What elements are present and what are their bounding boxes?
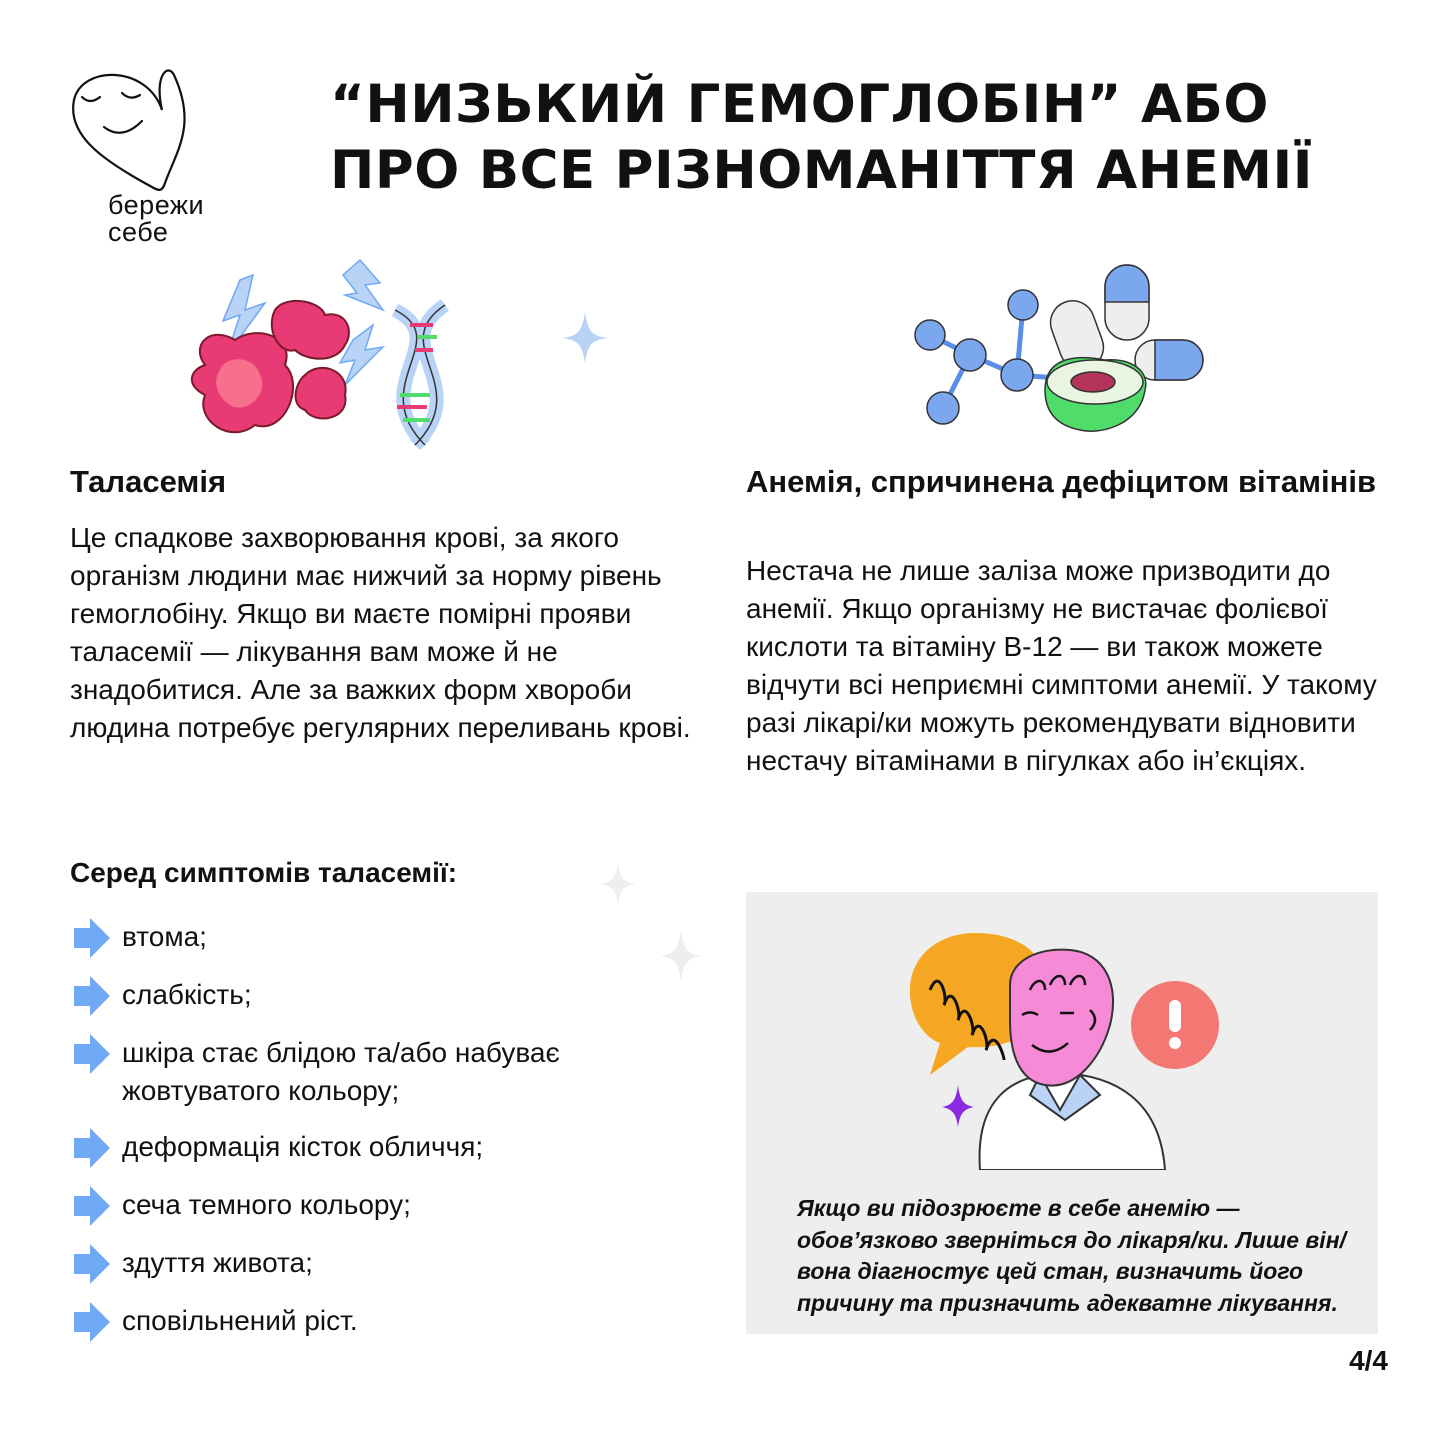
arrow-right-icon: [70, 1300, 112, 1344]
list-item: [70, 1186, 690, 1228]
blood-cell-icon: [192, 301, 349, 432]
thalassemia-illustration: [185, 255, 475, 455]
sparkle-icon: [942, 1085, 974, 1127]
symptom-text: втома;: [122, 921, 207, 952]
brand-line2: себе: [108, 217, 169, 247]
arrow-right-icon: [70, 974, 112, 1018]
list-item: [70, 1244, 690, 1286]
alert-icon: [1131, 981, 1219, 1069]
list-item: [70, 1302, 690, 1344]
thalassemia-description: Це спадкове захворювання крові, за якого організм людини має нижчий за норму рівень гемоглобіну. Якщо ви маєте помірні прояви таласемії — лікування вам може й не знадобитися. Але за важких форм хвороби людина потребує регулярних переливань крові.: [70, 522, 691, 743]
symptom-text: деформація кісток обличчя;: [122, 1131, 484, 1162]
symptom-text: сповільнений ріст.: [122, 1305, 358, 1336]
brand-wordmark: [108, 192, 204, 246]
list-item: [70, 1128, 690, 1170]
arrow-right-icon: [70, 1126, 112, 1170]
callout-text: Якщо ви підозрюєте в себе анемію — обов’язково зверніться до лікаря/ки. Лише він/вона діагностує цей стан, визначить його причину та призначить адекватне лікування.: [797, 1195, 1346, 1316]
arrow-right-icon: [70, 916, 112, 960]
arrow-right-icon: [70, 1032, 112, 1076]
doctor-body-icon: [980, 1073, 1165, 1170]
page-title: [330, 72, 1410, 204]
symptoms-heading: Серед симптомів таласемії:: [70, 857, 458, 888]
list-item: [70, 918, 690, 960]
symptom-text: слабкість;: [122, 979, 252, 1010]
brand-line1: бережи: [108, 190, 205, 220]
dna-icon: [395, 305, 445, 445]
title-line2: ПРО ВСЕ РІЗНОМАНІТТЯ АНЕМІЇ: [330, 140, 1313, 201]
doctor-face-icon: [1010, 950, 1113, 1086]
avocado-icon: [1045, 358, 1146, 432]
title-line1: “НИЗЬКИЙ ГЕМОГЛОБІН” АБО: [330, 74, 1269, 135]
vitamin-anemia-heading: Анемія, спричинена дефіцитом вітамінів: [746, 464, 1377, 499]
sparkle-icon: [560, 310, 610, 365]
doctor-illustration: [900, 925, 1230, 1170]
list-item: [70, 1034, 690, 1110]
arrow-right-icon: [70, 1184, 112, 1228]
thalassemia-heading: Таласемія: [70, 464, 227, 499]
arrow-right-icon: [70, 1242, 112, 1286]
molecule-icon: [915, 290, 1057, 424]
symptom-text: шкіра стає блідою та/або набуває жовтуватого кольору;: [122, 1037, 560, 1106]
list-item: [70, 976, 690, 1018]
symptom-text: сеча темного кольору;: [122, 1189, 411, 1220]
vitamins-illustration: [905, 260, 1215, 440]
symptom-text: здуття живота;: [122, 1247, 313, 1278]
page-number: 4/4: [1349, 1345, 1388, 1376]
vitamin-anemia-description: Нестача не лише заліза може призводити до анемії. Якщо організму не вистачає фолієвої кислоти та вітаміну B-12 — ви також можете відчути всі неприємні симптоми анемії. У такому разі лікарі/ки можуть рекомендувати відновити нестачу вітамінами в пігулках або ін’єкціях.: [746, 555, 1377, 776]
